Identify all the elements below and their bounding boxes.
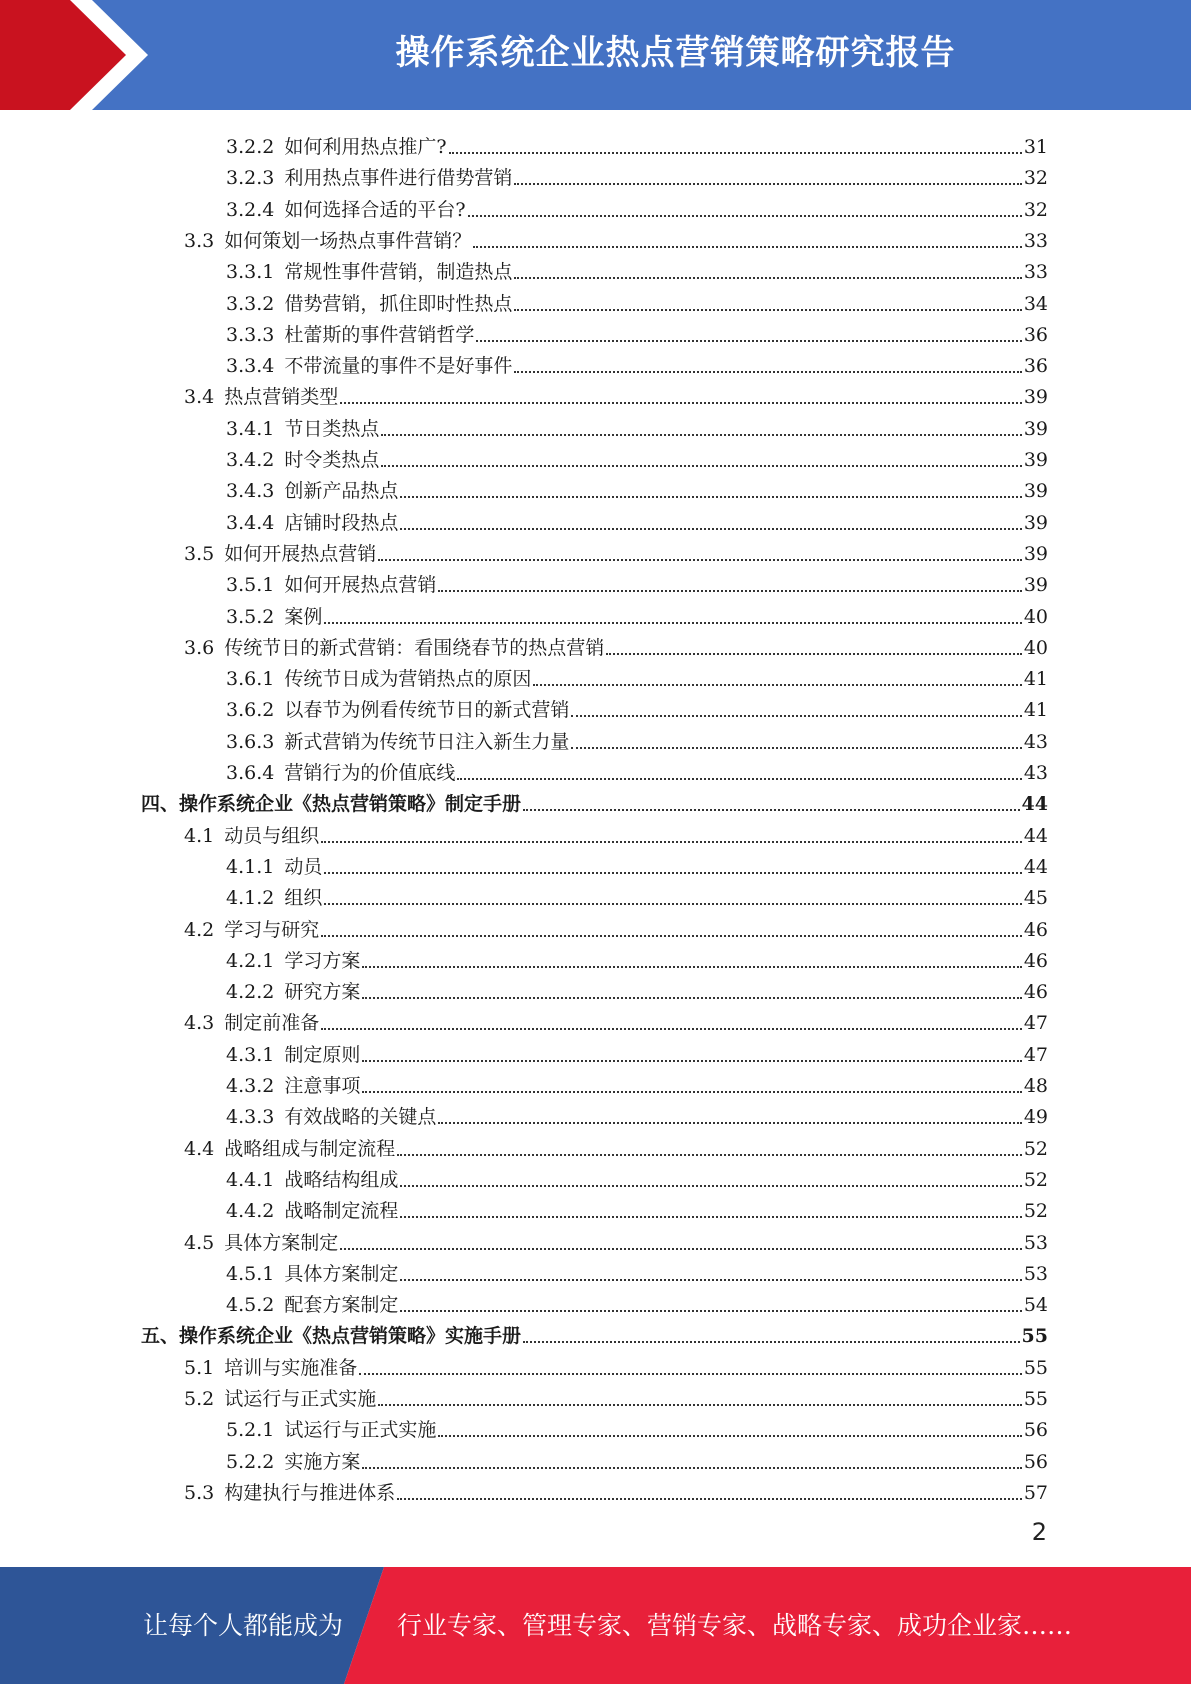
toc-entry-row[interactable]	[184, 1129, 1048, 1160]
toc-entry-title: 学习与研究	[224, 918, 320, 941]
toc-entry-row[interactable]	[226, 1410, 1048, 1441]
toc-entry-row[interactable]	[226, 1066, 1048, 1097]
toc-entry-page: 39	[1023, 449, 1048, 471]
toc-entry-title: 制定前准备	[224, 1012, 320, 1035]
toc-entry-page: 32	[1023, 167, 1048, 190]
toc-dot-leader	[362, 997, 1021, 999]
toc-entry-page: 53	[1023, 1262, 1048, 1285]
toc-entry-row[interactable]	[226, 722, 1048, 753]
toc-entry-title: 如何开展热点营销	[284, 574, 437, 597]
toc-entry-page: 44	[1021, 793, 1048, 816]
toc-dot-leader	[400, 1216, 1021, 1218]
toc-entry-number: 4.3.2	[226, 1075, 275, 1097]
toc-entry-title: 如何开展热点营销	[224, 542, 377, 565]
toc-entry-page: 48	[1023, 1075, 1048, 1097]
footer-slogan-right: 行业专家、管理专家、营销专家、战略专家、成功企业家……	[397, 1611, 1073, 1640]
toc-entry-title: 节日类热点	[284, 417, 380, 440]
toc-entry-title: 构建执行与推进体系	[224, 1481, 396, 1504]
toc-entry-number: 3.3.2	[226, 292, 275, 315]
toc-entry-title: 常规性事件营销，制造热点	[284, 261, 513, 284]
toc-entry-number: 3.6.2	[226, 699, 275, 722]
toc-dot-leader	[473, 246, 1022, 248]
toc-entry-page: 46	[1023, 981, 1048, 1004]
toc-dot-leader	[400, 496, 1021, 498]
toc-entry-number: 4.1.1	[226, 855, 275, 878]
toc-entry-number: 5.2	[184, 1388, 215, 1410]
toc-entry-number: 3.4.3	[226, 480, 275, 503]
toc-entry-page: 47	[1023, 1012, 1048, 1035]
toc-entry-number: 4.1.2	[226, 887, 275, 910]
toc-entry-title: 动员与组织	[224, 824, 320, 847]
toc-entry-row[interactable]	[226, 440, 1048, 471]
toc-entry-number: 4.4	[184, 1137, 215, 1160]
toc-entry-row[interactable]	[226, 659, 1048, 690]
toc-dot-leader	[340, 402, 1022, 404]
toc-entry-row[interactable]	[226, 941, 1048, 972]
toc-entry-page: 39	[1023, 480, 1048, 503]
toc-entry-page: 47	[1023, 1043, 1048, 1066]
toc-entry-number: 3.5.1	[226, 574, 275, 597]
toc-entry-title: 不带流量的事件不是好事件	[284, 355, 513, 378]
toc-dot-leader	[514, 277, 1021, 279]
toc-dot-leader	[514, 309, 1021, 311]
toc-dot-leader	[362, 1091, 1021, 1093]
toc-dot-leader	[381, 434, 1021, 436]
toc-entry-title: 制定原则	[284, 1043, 361, 1066]
toc-entry-title: 如何策划一场热点事件营销？	[224, 229, 472, 252]
toc-entry-page: 40	[1023, 636, 1048, 659]
toc-dot-leader	[381, 465, 1021, 467]
toc-entry-row[interactable]	[226, 409, 1048, 440]
toc-entry-number: 3.5.2	[226, 605, 275, 628]
toc-entry-row[interactable]	[226, 690, 1048, 721]
toc-entry-number: 3.2.4	[226, 198, 275, 221]
toc-dot-leader	[468, 215, 1022, 217]
toc-entry-title: 四、操作系统企业《热点营销策略》制定手册	[141, 793, 522, 816]
toc-entry-number: 3.6.4	[226, 762, 275, 784]
toc-entry-title: 具体方案制定	[284, 1262, 399, 1285]
toc-entry-title: 创新产品热点	[284, 480, 399, 503]
toc-entry-title: 组织	[284, 887, 323, 910]
toc-entry-row[interactable]	[226, 127, 1048, 158]
toc-entry-page: 55	[1021, 1325, 1048, 1348]
toc-entry-number: 3.6.1	[226, 668, 275, 691]
toc-entry-row[interactable]	[226, 471, 1048, 502]
toc-entry-title: 试运行与正式实施	[224, 1388, 377, 1410]
toc-entry-page: 33	[1023, 261, 1048, 284]
toc-entry-row[interactable]	[226, 597, 1048, 628]
toc-entry-row[interactable]	[226, 565, 1048, 596]
toc-entry-row[interactable]	[184, 910, 1048, 941]
toc-entry-page: 53	[1023, 1231, 1048, 1254]
toc-entry-number: 3.3.3	[226, 323, 275, 346]
toc-entry-number: 3.4	[184, 386, 215, 409]
toc-entry-number: 4.2	[184, 918, 215, 941]
toc-entry-title: 试运行与正式实施	[284, 1419, 437, 1442]
toc-dot-leader	[514, 371, 1021, 373]
toc-dot-leader	[571, 715, 1021, 717]
toc-entry-number: 3.4.2	[226, 449, 275, 471]
toc-entry-page: 44	[1023, 824, 1048, 847]
toc-dot-leader	[362, 1060, 1021, 1062]
toc-entry-number: 4.2.2	[226, 981, 275, 1004]
toc-entry-number: 4.3	[184, 1012, 215, 1035]
toc-dot-leader	[400, 1185, 1021, 1187]
toc-entry-row[interactable]	[226, 284, 1048, 315]
toc-dot-leader	[400, 528, 1021, 530]
page-footer	[0, 1567, 1191, 1684]
toc-chapter-row[interactable]	[141, 1316, 1048, 1347]
toc-entry-row[interactable]	[226, 972, 1048, 1003]
toc-entry-page: 56	[1023, 1419, 1048, 1442]
toc-dot-leader	[359, 1373, 1022, 1375]
toc-entry-row[interactable]	[184, 377, 1048, 408]
toc-entry-row[interactable]	[226, 1285, 1048, 1316]
toc-entry-page: 39	[1023, 417, 1048, 440]
toc-entry-row[interactable]	[226, 1160, 1048, 1191]
toc-entry-row[interactable]	[226, 315, 1048, 346]
toc-dot-leader	[523, 1341, 1020, 1343]
toc-entry-page: 52	[1023, 1168, 1048, 1191]
toc-entry-row[interactable]	[184, 1348, 1048, 1379]
toc-entry-title: 有效战略的关键点	[284, 1106, 437, 1129]
toc-entry-page: 56	[1023, 1450, 1048, 1473]
toc-entry-row[interactable]	[184, 1003, 1048, 1034]
toc-entry-page: 46	[1023, 918, 1048, 941]
toc-entry-page: 39	[1023, 511, 1048, 534]
toc-entry-title: 五、操作系统企业《热点营销策略》实施手册	[141, 1325, 522, 1348]
toc-entry-row[interactable]	[226, 878, 1048, 909]
toc-dot-leader	[514, 183, 1021, 185]
toc-entry-page: 46	[1023, 949, 1048, 972]
toc-dot-leader	[378, 559, 1022, 561]
toc-entry-title: 研究方案	[284, 981, 361, 1004]
toc-entry-page: 43	[1023, 730, 1048, 753]
toc-dot-leader	[476, 340, 1021, 342]
toc-dot-leader	[533, 684, 1021, 686]
toc-dot-leader	[362, 966, 1021, 968]
toc-entry-number: 4.4.1	[226, 1168, 275, 1191]
toc-dot-leader	[321, 1028, 1022, 1030]
toc-entry-title: 案例	[284, 605, 323, 628]
toc-entry-row[interactable]	[226, 1191, 1048, 1222]
toc-dot-leader	[438, 1435, 1021, 1437]
toc-entry-page: 44	[1023, 855, 1048, 878]
toc-entry-title: 借势营销，抓住即时性热点	[284, 292, 513, 315]
toc-entry-title: 店铺时段热点	[284, 511, 399, 534]
toc-entry-title: 战略结构组成	[284, 1168, 399, 1191]
toc-entry-number: 5.2.1	[226, 1419, 275, 1442]
toc-entry-row[interactable]	[226, 346, 1048, 377]
toc-entry-number: 4.3.3	[226, 1106, 275, 1129]
toc-entry-row[interactable]	[184, 628, 1048, 659]
toc-dot-leader	[324, 903, 1021, 905]
toc-entry-row[interactable]	[226, 190, 1048, 221]
toc-dot-leader	[397, 1498, 1022, 1500]
toc-entry-number: 4.2.1	[226, 949, 275, 972]
toc-entry-title: 如何利用热点推广?	[284, 136, 447, 158]
toc-entry-row[interactable]	[226, 158, 1048, 189]
toc-entry-title: 营销行为的价值底线	[284, 762, 456, 784]
toc-entry-page: 36	[1023, 355, 1048, 378]
toc-entry-number: 5.2.2	[226, 1450, 275, 1473]
toc-entry-row[interactable]	[184, 816, 1048, 847]
toc-entry-number: 4.3.1	[226, 1043, 275, 1066]
toc-entry-page: 54	[1023, 1294, 1048, 1317]
toc-entry-page: 55	[1023, 1356, 1048, 1379]
toc-entry-page: 52	[1023, 1137, 1048, 1160]
toc-entry-title: 传统节日成为营销热点的原因	[284, 668, 532, 691]
toc-entry-title: 注意事项	[284, 1075, 361, 1097]
page-number: 2	[1031, 1518, 1047, 1546]
page-header	[0, 0, 1191, 110]
toc-entry-title: 战略组成与制定流程	[224, 1137, 396, 1160]
toc-dot-leader	[362, 1467, 1021, 1469]
toc-entry-row[interactable]	[226, 1097, 1048, 1128]
document-title: 操作系统企业热点营销策略研究报告	[395, 33, 956, 73]
toc-entry-page: 39	[1023, 542, 1048, 565]
toc-entry-page: 49	[1023, 1106, 1048, 1129]
toc-entry-page: 36	[1023, 323, 1048, 346]
toc-entry-title: 时令类热点	[284, 449, 380, 471]
toc-entry-title: 战略制定流程	[284, 1200, 399, 1223]
toc-dot-leader	[523, 809, 1020, 811]
toc-entry-page: 41	[1023, 668, 1048, 691]
toc-entry-page: 45	[1023, 887, 1048, 910]
toc-entry-row[interactable]	[226, 753, 1048, 784]
toc-dot-leader	[324, 622, 1021, 624]
toc-entry-page: 31	[1023, 136, 1048, 158]
toc-entry-title: 以春节为例看传统节日的新式营销	[284, 699, 570, 722]
toc-entry-page: 43	[1023, 762, 1048, 784]
toc-entry-number: 3.4.1	[226, 417, 275, 440]
toc-entry-number: 3.3.4	[226, 355, 275, 378]
toc-dot-leader	[324, 872, 1021, 874]
toc-entry-number: 5.3	[184, 1481, 215, 1504]
toc-entry-title: 培训与实施准备	[224, 1356, 358, 1379]
toc-dot-leader	[397, 1154, 1022, 1156]
toc-entry-number: 4.5	[184, 1231, 215, 1254]
toc-entry-row[interactable]	[226, 503, 1048, 534]
toc-dot-leader	[321, 935, 1022, 937]
toc-entry-number: 3.2.2	[226, 136, 275, 158]
toc-entry-number: 3.2.3	[226, 167, 275, 190]
toc-dot-leader	[378, 1404, 1022, 1406]
toc-entry-title: 实施方案	[284, 1450, 361, 1473]
toc-entry-page: 39	[1023, 386, 1048, 409]
toc-dot-leader	[606, 653, 1022, 655]
toc-entry-row[interactable]	[184, 1473, 1048, 1504]
toc-dot-leader	[449, 152, 1022, 154]
toc-entry-page: 32	[1023, 198, 1048, 221]
toc-entry-row[interactable]	[184, 1223, 1048, 1254]
toc-entry-page: 33	[1023, 229, 1048, 252]
toc-dot-leader	[438, 590, 1021, 592]
toc-dot-leader	[400, 1310, 1021, 1312]
toc-entry-title: 传统节日的新式营销：看围绕春节的热点营销	[224, 636, 605, 659]
toc-entry-page: 52	[1023, 1200, 1048, 1223]
footer-slogan-left: 让每个人都能成为	[143, 1611, 344, 1640]
toc-entry-number: 3.3.1	[226, 261, 275, 284]
toc-entry-title: 如何选择合适的平台?	[284, 198, 466, 221]
toc-entry-title: 学习方案	[284, 949, 361, 972]
toc-entry-number: 4.5.1	[226, 1262, 275, 1285]
toc-entry-row[interactable]	[226, 1442, 1048, 1473]
toc-entry-number: 4.4.2	[226, 1200, 275, 1223]
toc-dot-leader	[321, 841, 1022, 843]
toc-entry-page: 34	[1023, 292, 1048, 315]
toc-entry-row[interactable]	[226, 252, 1048, 283]
toc-entry-page: 41	[1023, 699, 1048, 722]
toc-entry-row[interactable]	[184, 1379, 1048, 1410]
toc-entry-title: 热点营销类型	[224, 386, 339, 409]
toc-entry-page: 39	[1023, 574, 1048, 597]
toc-entry-row[interactable]	[226, 847, 1048, 878]
toc-entry-row[interactable]	[226, 1254, 1048, 1285]
toc-dot-leader	[457, 778, 1021, 780]
toc-entry-title: 杜蕾斯的事件营销哲学	[284, 323, 475, 346]
toc-entry-number: 3.4.4	[226, 511, 275, 534]
toc-entry-number: 3.3	[184, 229, 215, 252]
toc-entry-number: 3.6.3	[226, 730, 275, 753]
toc-entry-title: 新式营销为传统节日注入新生力量	[284, 730, 570, 753]
toc-entry-number: 5.1	[184, 1356, 215, 1379]
toc-entry-title: 利用热点事件进行借势营销	[284, 167, 513, 190]
toc-dot-leader	[438, 1122, 1021, 1124]
toc-entry-page: 55	[1023, 1388, 1048, 1410]
toc-dot-leader	[340, 1248, 1022, 1250]
toc-entry-title: 配套方案制定	[284, 1294, 399, 1317]
toc-entry-number: 4.1	[184, 824, 215, 847]
toc-dot-leader	[571, 747, 1021, 749]
toc-entry-page: 40	[1023, 605, 1048, 628]
toc-entry-number: 4.5.2	[226, 1294, 275, 1317]
toc-dot-leader	[400, 1279, 1021, 1281]
toc-entry-number: 3.5	[184, 542, 215, 565]
toc-entry-number: 3.6	[184, 636, 215, 659]
toc-entry-row[interactable]	[184, 534, 1048, 565]
toc-entry-row[interactable]	[184, 221, 1048, 252]
toc-entry-row[interactable]	[226, 1035, 1048, 1066]
toc-entry-title: 动员	[284, 855, 323, 878]
toc-entry-title: 具体方案制定	[224, 1231, 339, 1254]
toc-chapter-row[interactable]	[141, 784, 1048, 815]
toc-entry-page: 57	[1023, 1481, 1048, 1504]
